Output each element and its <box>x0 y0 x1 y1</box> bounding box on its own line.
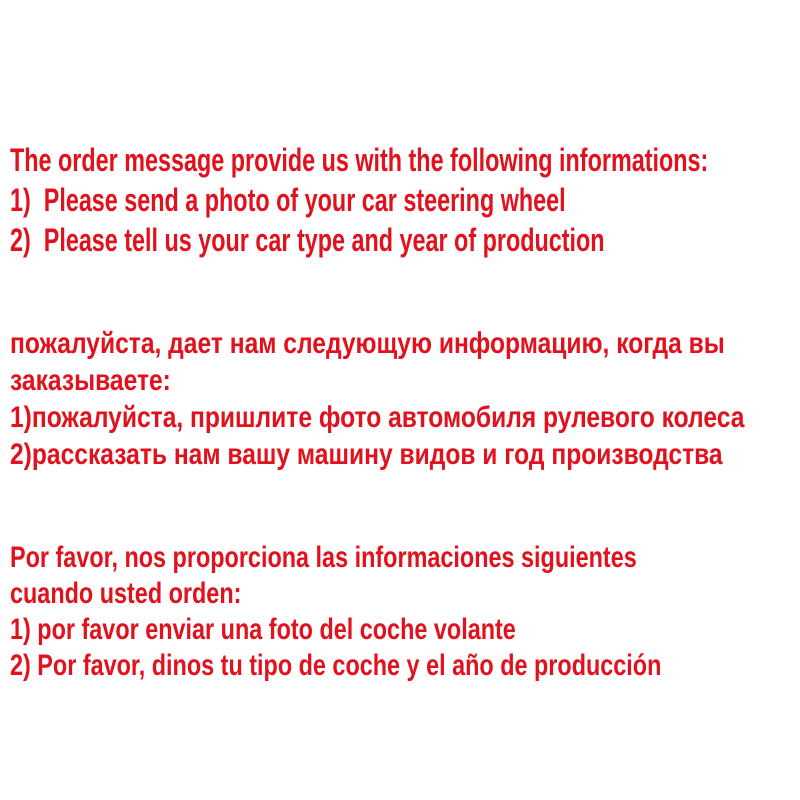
english-heading: The order message provide us with the following informations: <box>10 142 709 178</box>
english-instructions-block <box>10 140 800 260</box>
russian-heading-line-2: заказываете: <box>10 364 171 397</box>
russian-instructions-block <box>10 325 800 473</box>
spanish-heading-line-2: cuando usted orden: <box>10 577 242 610</box>
russian-item-1: 1)пожалуйста, пришлите фото автомобиля рулевого колеса <box>10 401 745 434</box>
russian-item-2: 2)рассказать нам вашу машину видов и год производства <box>10 438 723 471</box>
english-item-2: 2) Please tell us your car type and year of production <box>10 222 605 258</box>
english-item-1: 1) Please send a photo of your car steering wheel <box>10 182 566 218</box>
russian-heading-line-1: пожалуйста, дает нам следующую информацию, когда вы <box>10 327 725 360</box>
spanish-heading-line-1: Por favor, nos proporciona las informaciones siguientes <box>10 541 637 574</box>
spanish-item-2: 2) Por favor, dinos tu tipo de coche y el año de producción <box>10 649 662 682</box>
spanish-item-1: 1) por favor enviar una foto del coche volante <box>10 613 516 646</box>
spanish-instructions-block <box>10 540 800 684</box>
